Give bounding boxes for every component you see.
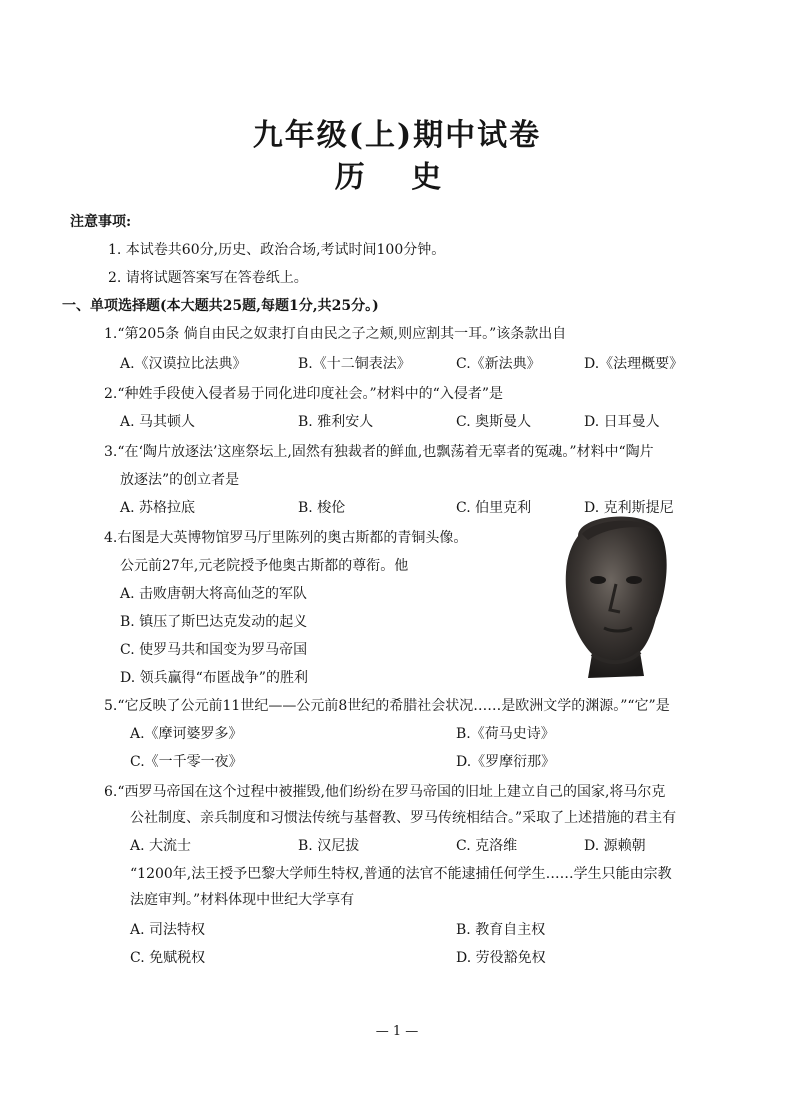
question-4-option-b: B. 镇压了斯巴达克发动的起义 — [120, 614, 308, 630]
question-7-stem-line-2: 法庭审判。”材料体现中世纪大学享有 — [130, 892, 355, 908]
question-1-option-b: B.《十二铜表法》 — [298, 356, 411, 372]
question-5-stem: 5.“它反映了公元前11世纪——公元前8世纪的希腊社会状况……是欧洲文学的渊源。”“它”是 — [104, 698, 670, 714]
augustus-bronze-head-image — [548, 506, 680, 684]
question-3-option-c: C. 伯里克利 — [456, 500, 532, 516]
question-6-option-b: B. 汉尼拔 — [298, 838, 360, 854]
question-2-option-a: A. 马其顿人 — [120, 414, 196, 430]
question-3-stem-line-1: 3.“在‘陶片放逐法’这座祭坛上,固然有独裁者的鲜血,也飘荡着无辜者的冤魂。”材料中“陶片 — [104, 444, 654, 460]
notice-item-2: 2. 请将试题答案写在答卷纸上。 — [108, 270, 308, 286]
question-5-option-a: A.《摩诃婆罗多》 — [130, 726, 243, 742]
question-6-stem-line-2: 公社制度、亲兵制度和习惯法传统与基督教、罗马传统相结合。”采取了上述措施的君主有 — [130, 810, 677, 826]
question-6-option-c: C. 克洛维 — [456, 838, 518, 854]
question-5-option-c: C.《一千零一夜》 — [130, 754, 243, 770]
question-3-stem-line-2: 放逐法”的创立者是 — [120, 472, 240, 488]
question-4-stem-line-2: 公元前27年,元老院授予他奥古斯都的尊衔。他 — [120, 558, 409, 574]
question-7-option-c: C. 免赋税权 — [130, 950, 206, 966]
question-2-option-d: D. 日耳曼人 — [584, 414, 660, 430]
notice-heading: 注意事项: — [70, 214, 132, 230]
question-3-option-d: D. 克利斯提尼 — [584, 500, 674, 516]
question-1-stem: 1.“第205条 倘自由民之奴隶打自由民之子之颊,则应割其一耳。”该条款出自 — [104, 326, 567, 342]
question-4-stem-line-1: 4.右图是大英博物馆罗马厅里陈列的奥古斯都的青铜头像。 — [104, 530, 468, 546]
question-2-option-b: B. 雅利安人 — [298, 414, 374, 430]
question-6-option-a: A. 大流士 — [130, 838, 192, 854]
question-6-option-d: D. 源赖朝 — [584, 838, 646, 854]
page-number: — 1 — — [375, 1024, 419, 1039]
section-heading: 一、单项选择题(本大题共25题,每题1分,共25分。) — [62, 298, 379, 314]
question-4-option-a: A. 击败唐朝大将高仙芝的军队 — [120, 586, 308, 602]
question-7-option-a: A. 司法特权 — [130, 922, 206, 938]
question-4-option-d: D. 领兵赢得“布匿战争”的胜利 — [120, 670, 308, 686]
exam-title: 九年级(上)期中试卷 — [252, 118, 542, 153]
notice-item-1: 1. 本试卷共60分,历史、政治合场,考试时间100分钟。 — [108, 242, 446, 258]
question-5-option-d: D.《罗摩衍那》 — [456, 754, 556, 770]
question-6-stem-line-1: 6.“西罗马帝国在这个过程中被摧毁,他们纷纷在罗马帝国的旧址上建立自己的国家,将马尔克 — [104, 784, 666, 800]
question-2-option-c: C. 奥斯曼人 — [456, 414, 532, 430]
question-1-option-c: C.《新法典》 — [456, 356, 541, 372]
question-2-stem: 2.“种姓手段使入侵者易于同化进印度社会。”材料中的“入侵者”是 — [104, 386, 503, 402]
question-7-option-d: D. 劳役豁免权 — [456, 950, 546, 966]
question-5-option-b: B.《荷马史诗》 — [456, 726, 555, 742]
question-3-option-b: B. 梭伦 — [298, 500, 346, 516]
question-1-option-d: D.《法理概要》 — [584, 356, 684, 372]
question-7-stem-line-1: “1200年,法王授予巴黎大学师生特权,普通的法官不能逮捕任何学生……学生只能由宗教 — [130, 866, 672, 882]
subject-title: 历 史 — [334, 160, 460, 195]
question-4-option-c: C. 使罗马共和国变为罗马帝国 — [120, 642, 308, 658]
question-7-option-b: B. 教育自主权 — [456, 922, 546, 938]
question-1-option-a: A.《汉谟拉比法典》 — [120, 356, 247, 372]
question-3-option-a: A. 苏格拉底 — [120, 500, 196, 516]
